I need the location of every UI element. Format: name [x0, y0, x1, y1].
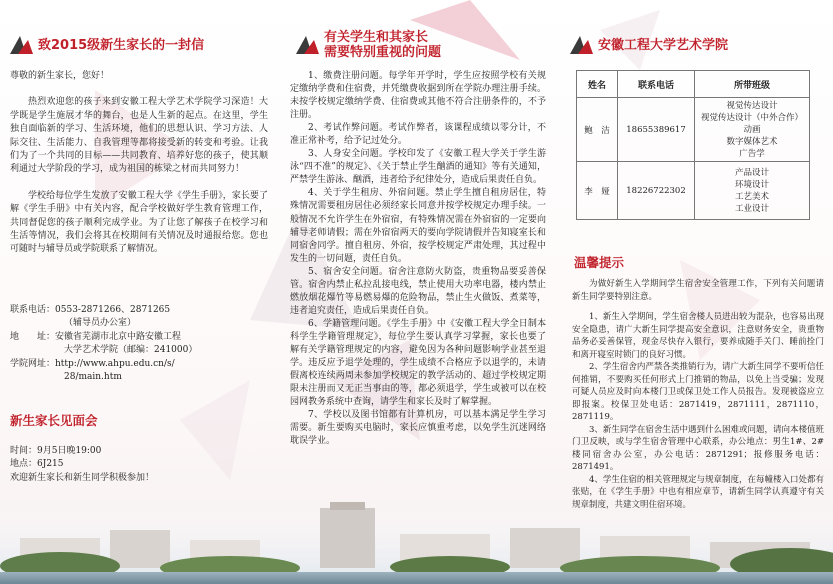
- meeting-time: 时间：9月5日晚19:00: [10, 446, 102, 456]
- header-name: 姓名: [577, 71, 618, 98]
- issue-item: 1、缴费注册问题。每学年开学时，学生应按照学校有关规定缴纳学费和住宿费，并凭缴费收据到所在学院办理注册手续。未按学校规定缴纳学费、住宿费或其他不符合注册条件的，不予注册。: [290, 71, 546, 121]
- issue-item: 3、人身安全问题。学校印发了《安徽工程大学关于学生游泳“四不准”的规定》、《关于禁止学生酗酒的通知》等有关通知，严禁学生游泳、酗酒，违者给予纪律处分，造成后果责任自负。: [290, 149, 546, 186]
- table-header-row: [577, 71, 810, 98]
- class-item: 动画: [743, 124, 761, 135]
- class-item: 工业设计: [734, 203, 769, 214]
- letter-paragraph-1: 热烈欢迎您的孩子来到安徽工程大学艺术学院学习深造！大学既是学生施展才华的舞台，也是人生新的起点。在这里，学生独自面临新的学习、生活环境，他们的思想认识、学习方法、人际交往、生活能力、自我管理等都将接受新的转变和考验。让我们为了一个共同的目标——共同教育、培养好您的孩子，使其顺利通过大学阶段的学习，成为祖国的栋梁之材而共同努力！: [10, 97, 268, 175]
- class-item: 数字媒体艺术: [726, 136, 778, 147]
- tip-item: 3、新生同学在宿舍生活中遇到什么困难或问题，请向本楼值班门卫反映，或与学生宿舍管理中心联系，办公地点：男生1#、2#楼同宿舍办公室，办公电话：2871291；报修服务电话：2871491。: [572, 424, 824, 472]
- tip-item: 1、新生入学期间，学生宿舍楼人员进出较为混杂，也容易出现安全隐患，请广大新生同学提高安全意识，注意财务安全，贵重物品务必妥善保管，现金尽快存入银行，要养成随手关门、睡前拴门和离开寝室时锁门的良好习惯。: [572, 312, 824, 360]
- greeting: 尊敬的新生家长，您好！: [10, 71, 110, 81]
- triangle-heading-icon: [8, 34, 34, 56]
- phone-note: （辅导员办公室）: [64, 318, 137, 329]
- counselor-name: 李 娅: [577, 162, 618, 220]
- letter-paragraph-2: 学校给每位学生发放了安徽工程大学《学生手册》，家长要了解《学生手册》中有关内容，配合学校做好学生教育管理工作，共同督促您的孩子顺利完成学业。为了让您了解孩子在校学习和生活等情况，我们会将其在校期间有关情况及时通报给您。您也可随时与辅导员或学院联系了解情况。: [10, 190, 268, 255]
- issues-title: [324, 30, 441, 60]
- issue-item: 4、关于学生租房、外宿问题。禁止学生擅自租房居住，特殊情况需要租房居住必须经家长同意并按学校规定办理手续。一般情况不允许学生在外宿宿，有特殊情况需在外宿宿的一定要向辅导老师请假；需在外宿宿两天的要向学院请假并告知寝室长和同宿舍同学。擅自租房、外宿，按学校规定严肃处理，其过程中发生的一切问题，责任自负。: [290, 188, 546, 264]
- address-line-2: 大学艺术学院（邮编：241000）: [64, 345, 198, 356]
- table-row: [577, 98, 810, 162]
- issue-item: 5、宿舍安全问题。宿舍注意防火防盗，贵重物品要妥善保管。宿舍内禁止私拉乱接电线，禁止使用大功率电器，楼内禁止燃放烟花爆竹等易燃易爆的危险物品，禁止生火做饭、煮菜等，违者追究责任，造成后果责任自负。: [290, 266, 546, 316]
- panel-issues: [278, 0, 556, 584]
- address-line-1: 安徽省芜湖市北京中路安徽工程: [55, 331, 182, 342]
- issues-title-line-1: 有关学生和其家长: [324, 30, 429, 45]
- counselor-phone: 18655389617: [618, 98, 695, 162]
- class-item: 环境设计: [734, 179, 769, 190]
- issue-item: 6、学籍管理问题。《学生手册》中《安徽工程大学全日制本科学生学籍管理规定》，每位学生要认真学习掌握，家长也要了解有关学籍管理规定的内容，避免因为各种问题影响学业甚至退学。违反应予退学处理的，学生成绩不合格应予以退学的，未请假离校连续两周未参加学校规定的教学活动的、超过学校规定期限未注册而又无正当事由的等，都必须退学，学生或被可以在校园网教务系统中查询，请学生和家长及时了解掌握。: [290, 318, 546, 408]
- header-phone: 联系电话: [618, 71, 695, 98]
- panel-college: [556, 0, 833, 584]
- college-heading: [568, 34, 728, 56]
- counselor-classes: [695, 98, 810, 162]
- class-item: 产品设计: [734, 167, 769, 178]
- header-classes: 所带班级: [695, 71, 810, 98]
- campus-photo: [0, 500, 833, 584]
- tips-title: 温馨提示: [574, 255, 625, 270]
- counselor-classes: [695, 162, 810, 220]
- class-item: 广告学: [739, 148, 765, 159]
- triangle-heading-icon: [294, 34, 320, 56]
- website-label: 学院网址：: [10, 358, 56, 369]
- issue-item: 7、学校以及图书馆都有计算机房，可以基本满足学生学习需要。新生要购买电脑时，家长应慎重考虑，以免学生沉迷网络耽误学业。: [290, 410, 546, 447]
- class-item: 视觉传达设计: [726, 100, 778, 111]
- college-title: 安徽工程大学艺术学院: [598, 37, 729, 53]
- letter-body: [10, 70, 268, 257]
- class-item: 工艺美术: [734, 191, 769, 202]
- contact-info: [10, 304, 272, 384]
- letter-title: 致2015级新生家长的一封信: [38, 37, 205, 53]
- tips-intro: 为做好新生入学期间学生宿舍安全管理工作，下列有关问题请新生同学要特别注意。: [572, 279, 824, 302]
- address-label: 地 址：: [10, 331, 56, 342]
- website-link-1[interactable]: http://www.ahpu.edu.cn/s/: [55, 358, 175, 369]
- tip-item: 4、学生住宿的相关管理规定与规章制度，在每幢楼入口处都有张贴，在《学生手册》中也有相应章节，请新生同学认真遵守有关: [572, 474, 824, 497]
- issue-item: 2、考试作弊问题。考试作弊者，该课程成绩以零分计，不准正常补考，给予记过处分。: [290, 123, 546, 147]
- tips-body: [572, 278, 824, 511]
- meeting-info: [10, 445, 272, 485]
- issues-heading: [294, 30, 441, 60]
- issues-title-line-2: 需要特别重视的问题: [324, 45, 442, 60]
- class-item: 视觉传达设计（中外合作）: [700, 112, 803, 123]
- counselor-name: 鲍 洁: [577, 98, 618, 162]
- website-link-2[interactable]: 28/main.htm: [64, 372, 122, 383]
- phone-label: 联系电话：: [10, 305, 56, 315]
- counselor-phone: 18226722302: [618, 162, 695, 220]
- meeting-title: 新生家长见面会: [10, 413, 98, 428]
- meeting-welcome: 欢迎新生家长和新生同学积极参加！: [10, 472, 155, 483]
- meeting-place: 地点：6J215: [10, 459, 64, 470]
- tip-item: 2、学生宿舍内严禁各类推销行为，请广大新生同学不要听信任何推销，不要购买任何形式上门推销的物品，以免上当受骗；发现可疑人员应及时向本楼门卫或保卫处工作人员报告。发现被盗应立即报案。校保卫处电话：2871419，2871111，2871110，2871119。: [572, 362, 824, 422]
- panel-letter: [0, 0, 278, 584]
- triangle-heading-icon: [568, 34, 594, 56]
- issues-list: [290, 70, 546, 448]
- counselor-table: [576, 70, 810, 220]
- phone-value: 0553-2871266、2871265: [55, 305, 171, 315]
- letter-heading: [8, 34, 204, 56]
- table-row: [577, 162, 810, 220]
